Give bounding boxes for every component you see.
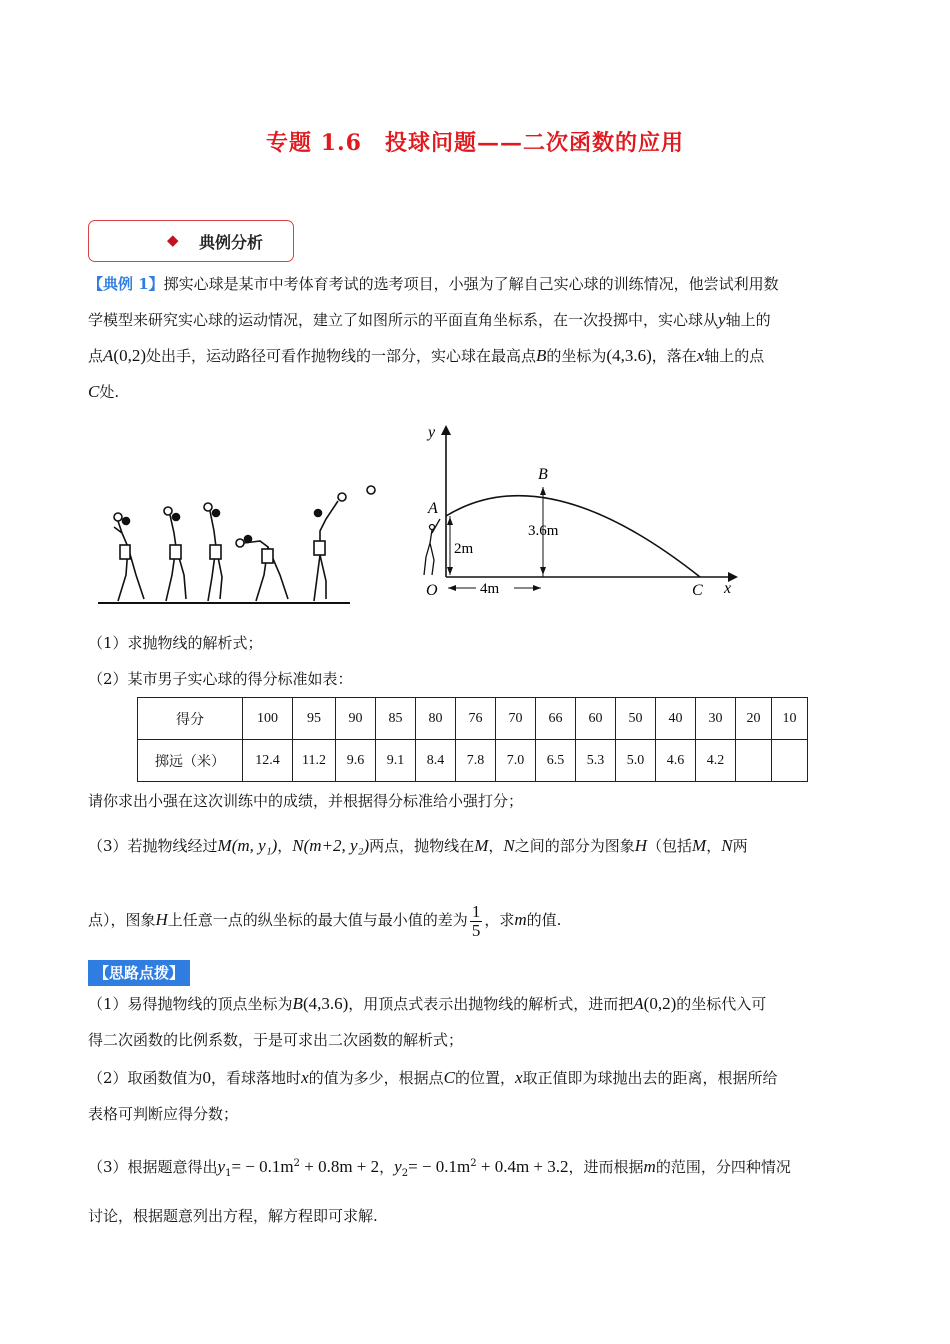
table-cell: 4.6	[656, 740, 696, 782]
table-cell: 10	[772, 698, 808, 740]
athlete-figure-4	[236, 536, 288, 602]
question-1: （1）求抛物线的解析式；	[88, 634, 263, 652]
height-a-arrow-top-icon	[447, 517, 453, 525]
table-row	[138, 740, 808, 782]
section-label: 典例分析	[199, 233, 264, 252]
table-cell: 80	[416, 698, 456, 740]
table-cell	[736, 740, 772, 782]
y-axis-arrow-icon	[441, 425, 451, 435]
athlete-figure-3	[204, 503, 222, 601]
distance-label: 4m	[480, 581, 500, 597]
athlete-figure-5	[314, 493, 346, 601]
height-b-arrow-bottom-icon	[540, 567, 546, 575]
example-line-2: 学模型来研究实心球的运动情况，建立了如图所示的平面直角坐标系，在一次投掷中，实心球从y轴上的	[88, 310, 771, 329]
ball-in-flight-icon	[367, 486, 375, 494]
table-row	[138, 698, 808, 740]
height-a-arrow-bottom-icon	[447, 567, 453, 575]
example-line-3: 点A(0,2)处出手，运动路径可看作抛物线的一部分，实心球在最高点B的坐标为(4,3.6)，落在x轴上的点	[88, 346, 765, 365]
origin-label: O	[426, 582, 438, 599]
height-b-label: 3.6m	[528, 523, 559, 539]
table-cell: 95	[293, 698, 336, 740]
athlete-figure-1	[114, 513, 144, 601]
athlete-sequence-illustration	[114, 486, 375, 601]
table-cell: 7.0	[496, 740, 536, 782]
table-cell: 40	[656, 698, 696, 740]
point-a-label: A	[428, 500, 438, 517]
example-line-4: C处.	[88, 382, 120, 401]
example-tag: 【典例 1】	[88, 275, 164, 293]
table-cell: 8.4	[416, 740, 456, 782]
distance-arrow-left-icon	[448, 585, 456, 591]
table-header-cell: 掷远（米）	[138, 740, 243, 782]
table-cell: 30	[696, 698, 736, 740]
hint-tag: 【思路点拨】	[88, 960, 190, 986]
table-cell: 11.2	[293, 740, 336, 782]
hint-2: （2）取函数值为0，看球落地时x的值为多少，根据点C的位置，x取正值即为球抛出去的距离，根据所给 表格可判断应得分数；	[88, 1068, 778, 1123]
table-cell: 9.6	[336, 740, 376, 782]
small-thrower-icon	[424, 519, 440, 575]
table-cell: 6.5	[536, 740, 576, 782]
table-cell: 7.8	[456, 740, 496, 782]
point-c-label: C	[692, 582, 703, 599]
question-3-line-2: 点），图象H上任意一点的纵坐标的最大值与最小值的差为 $\frac{1}{5}$ ，求m的值.	[88, 901, 562, 940]
table-cell: 85	[376, 698, 416, 740]
parabola-path	[446, 496, 700, 577]
table-cell: 60	[576, 698, 616, 740]
height-a-label: 2m	[454, 541, 474, 557]
table-cell: 9.1	[376, 740, 416, 782]
point-b-label: B	[538, 466, 548, 483]
question-3-line-1: （3）若抛物线经过M(m, y₁)，N(m+2, y₂)两点，抛物线在M，N之间的部分为图象H（包括M，N两	[88, 836, 748, 855]
x-axis-label: x	[724, 580, 732, 597]
table-cell	[772, 740, 808, 782]
y-axis-label: y	[428, 424, 436, 441]
table-cell: 4.2	[696, 740, 736, 782]
question-2: （2）某市男子实心球的得分标准如表：	[88, 670, 353, 688]
page-title: 专题 1.6 投球问题——二次函数的应用	[266, 130, 684, 156]
hint-3: （3）根据题意得出$y_1= - 0.1m^2 + 0.8m + 2$，$y_2= - 0.1m^2 + 0.4m + 3.2$，进而根据m的范围，分四种情况	[88, 1157, 791, 1179]
table-cell: 5.0	[616, 740, 656, 782]
hint-1: （1）易得抛物线的顶点坐标为B(4,3.6)，用顶点式表示出抛物线的解析式，进而把A(0,2)的坐标代入可 得二次函数的比例系数，于是可求出二次函数的解析式；	[88, 994, 767, 1049]
section-header-box	[88, 220, 294, 262]
table-cell: 70	[496, 698, 536, 740]
fraction: $\frac{1}{5}$	[471, 901, 481, 940]
table-cell: 50	[616, 698, 656, 740]
table-cell: 12.4	[243, 740, 293, 782]
table-cell: 90	[336, 698, 376, 740]
table-cell: 66	[536, 698, 576, 740]
table-cell: 100	[243, 698, 293, 740]
distance-arrow-right-icon	[533, 585, 541, 591]
table-header-cell: 得分	[138, 698, 243, 740]
throw-figure	[88, 415, 768, 615]
question-3	[88, 828, 868, 864]
question-2-after: 请你求出小强在这次训练中的成绩，并根据得分标准给小强打分；	[88, 792, 524, 810]
coordinate-diagram	[424, 424, 738, 599]
score-table	[137, 697, 808, 782]
hint-3-line-2: 讨论，根据题意列出方程，解方程即可求解.	[88, 1207, 378, 1225]
athlete-figure-2	[164, 507, 186, 601]
height-b-arrow-top-icon	[540, 487, 546, 495]
example-line-1: 【典例 1】掷实心球是某市中考体育考试的选考项目，小强为了解自己实心球的训练情况，他尝试利用数	[88, 275, 779, 293]
table-cell: 5.3	[576, 740, 616, 782]
diamond-icon: ◆	[167, 231, 179, 249]
table-cell: 20	[736, 698, 772, 740]
example-paragraph	[88, 266, 868, 410]
table-cell: 76	[456, 698, 496, 740]
